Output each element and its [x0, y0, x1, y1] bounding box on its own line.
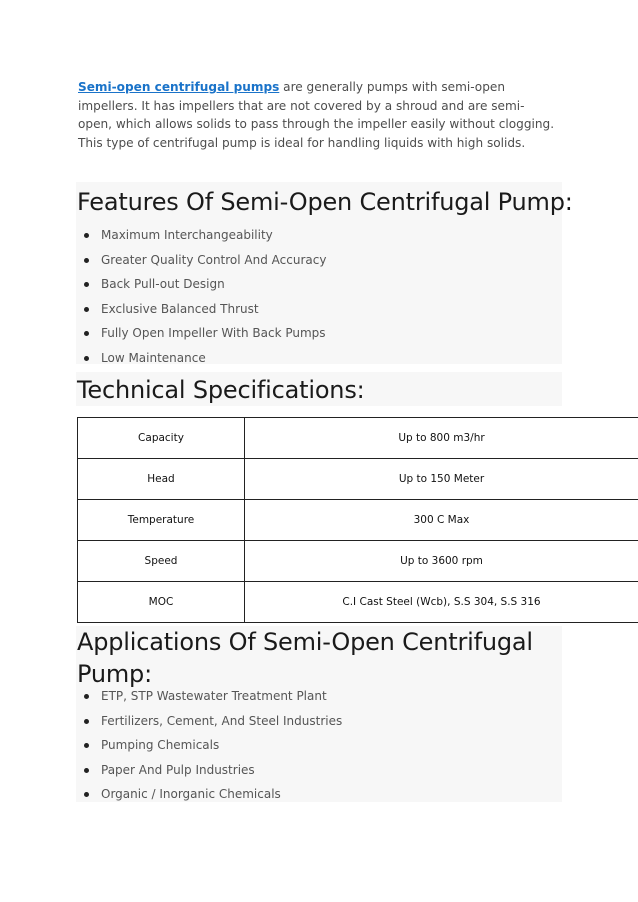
- list-item: Greater Quality Control And Accuracy: [78, 248, 548, 273]
- list-item: Fertilizers, Cement, And Steel Industries: [78, 709, 548, 734]
- table-row: [78, 582, 638, 623]
- bullet-icon: [84, 282, 89, 287]
- applications-heading: Applications Of Semi-Open Centrifugal Pump:: [77, 628, 533, 688]
- spec-label: Head: [78, 459, 245, 500]
- spec-value: Up to 800 m3/hr: [245, 418, 638, 459]
- table-row: [78, 541, 638, 582]
- applications-list: [78, 684, 548, 807]
- bullet-icon: [84, 356, 89, 361]
- bullet-icon: [84, 258, 89, 263]
- spec-value: C.I Cast Steel (Wcb), S.S 304, S.S 316: [245, 582, 638, 623]
- list-item: ETP, STP Wastewater Treatment Plant: [78, 684, 548, 709]
- intro-paragraph: [78, 78, 558, 152]
- spec-value: Up to 150 Meter: [245, 459, 638, 500]
- list-item: Back Pull-out Design: [78, 272, 548, 297]
- spec-value: Up to 3600 rpm: [245, 541, 638, 582]
- list-item: Pumping Chemicals: [78, 733, 548, 758]
- list-item: Maximum Interchangeability: [78, 223, 548, 248]
- specs-table: [77, 417, 638, 623]
- bullet-icon: [84, 694, 89, 699]
- list-item: Exclusive Balanced Thrust: [78, 297, 548, 322]
- features-heading: Features Of Semi-Open Centrifugal Pump:: [77, 188, 573, 216]
- semi-open-pumps-link[interactable]: Semi-open centrifugal pumps: [78, 80, 280, 94]
- features-list: [78, 223, 548, 371]
- table-row: [78, 418, 638, 459]
- spec-label: Speed: [78, 541, 245, 582]
- table-row: [78, 500, 638, 541]
- bullet-icon: [84, 768, 89, 773]
- spec-label: MOC: [78, 582, 245, 623]
- list-item: Organic / Inorganic Chemicals: [78, 782, 548, 807]
- list-item: Low Maintenance: [78, 346, 548, 371]
- bullet-icon: [84, 331, 89, 336]
- spec-label: Temperature: [78, 500, 245, 541]
- intro-text: are generally pumps with semi-open impellers. It has impellers that are not covered by a shroud and are semi-open, which allows solids to pass through the impeller easily without clogging. This type of centrifugal pump is ideal for handling liquids with high solids.: [78, 80, 555, 150]
- bullet-icon: [84, 233, 89, 238]
- bullet-icon: [84, 743, 89, 748]
- bullet-icon: [84, 307, 89, 312]
- list-item: Paper And Pulp Industries: [78, 758, 548, 783]
- spec-value: 300 C Max: [245, 500, 638, 541]
- table-row: [78, 459, 638, 500]
- bullet-icon: [84, 792, 89, 797]
- spec-label: Capacity: [78, 418, 245, 459]
- list-item: Fully Open Impeller With Back Pumps: [78, 321, 548, 346]
- specs-heading: Technical Specifications:: [77, 376, 365, 404]
- bullet-icon: [84, 719, 89, 724]
